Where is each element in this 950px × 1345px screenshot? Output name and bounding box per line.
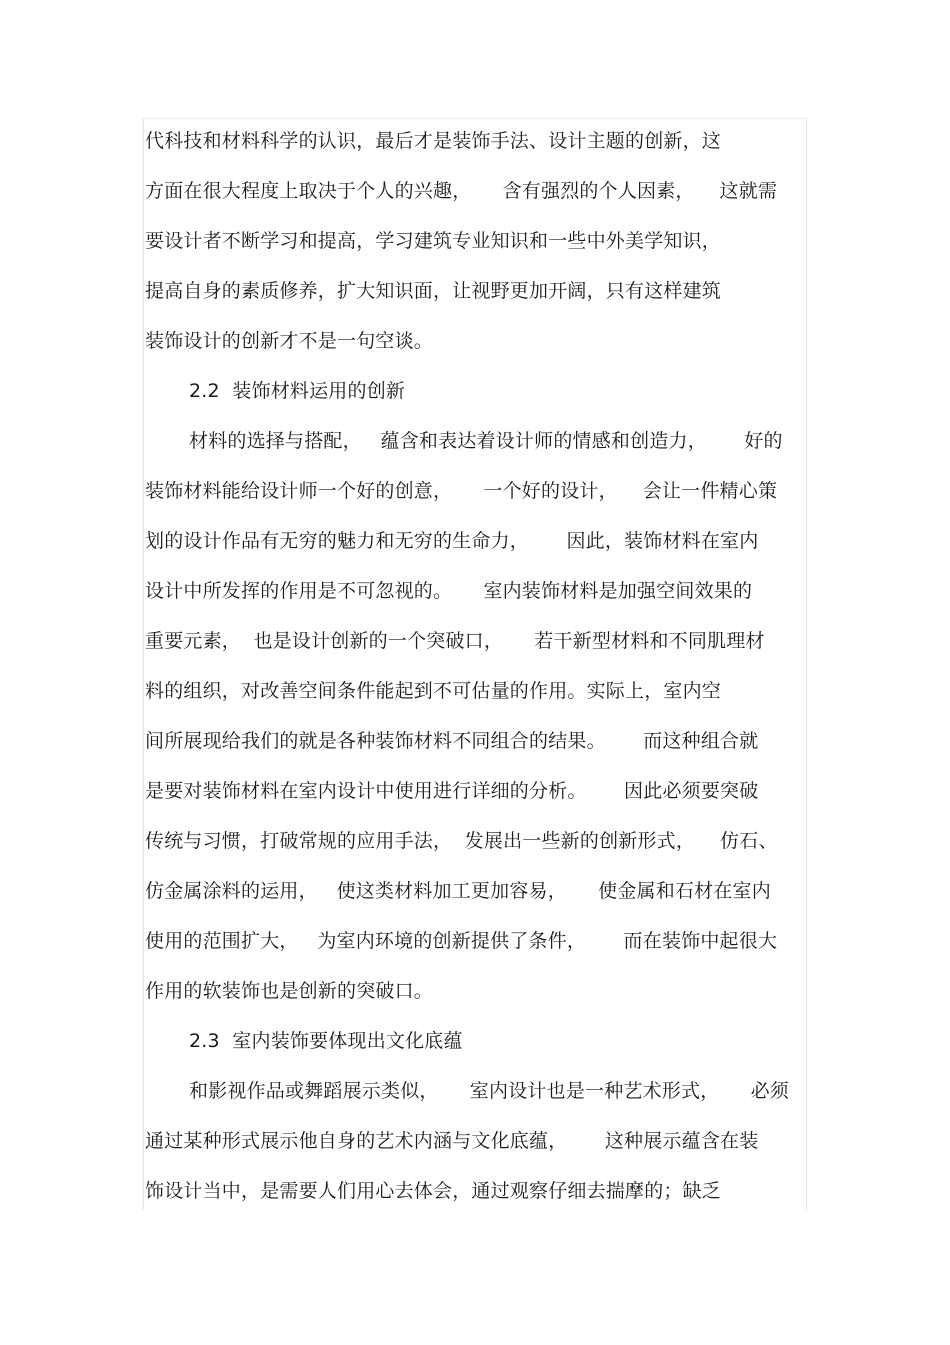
text-line: 要设计者不断学习和提高，学习建筑专业知识和一些中外美学知识，: [145, 230, 722, 252]
text-line: 通过某种形式展示他自身的艺术内涵与文化底蕴， 这种展示蕴含在装: [145, 1130, 759, 1152]
text-line: 仿金属涂料的运用， 使这类材料加工更加容易， 使金属和石材在室内: [145, 880, 771, 902]
text-line: 代科技和材料科学的认识，最后才是装饰手法、设计主题的创新，这: [145, 130, 722, 152]
section-heading-2-2: 2.2 装饰材料运用的创新: [189, 380, 406, 402]
document-body: [145, 119, 807, 1219]
paragraph-first-line: 和影视作品或舞蹈展示类似， 室内设计也是一种艺术形式， 必须: [189, 1080, 789, 1102]
text-line: 划的设计作品有无穷的魅力和无穷的生命力， 因此，装饰材料在室内: [145, 530, 759, 552]
text-line: 是要对装饰材料在室内设计中使用进行详细的分析。 因此必须要突破: [145, 780, 759, 802]
paragraph-first-line: 材料的选择与搭配， 蕴含和表达着设计师的情感和创造力， 好的: [189, 430, 783, 452]
text-line: 作用的软装饰也是创新的突破口。: [145, 980, 434, 1002]
text-line: 装饰设计的创新才不是一句空谈。: [145, 330, 434, 352]
text-line: 料的组织，对改善空间条件能起到不可估量的作用。实际上，室内空: [145, 680, 722, 702]
text-line: 传统与习惯，打破常规的应用手法， 发展出一些新的创新形式， 仿石、: [145, 830, 778, 852]
text-line: 间所展现给我们的就是各种装饰材料不同组合的结果。 而这种组合就: [145, 730, 759, 752]
text-line: 使用的范围扩大， 为室内环境的创新提供了条件， 而在装饰中起很大: [145, 930, 778, 952]
text-line: 饰设计当中，是需要人们用心去体会，通过观察仔细去揣摩的；缺乏: [145, 1180, 722, 1202]
text-line: 设计中所发挥的作用是不可忽视的。 室内装饰材料是加强空间效果的: [145, 580, 753, 602]
text-line: 提高自身的素质修养，扩大知识面，让视野更加开阔，只有这样建筑: [145, 280, 722, 302]
text-line: 装饰材料能给设计师一个好的创意， 一个好的设计， 会让一件精心策: [145, 480, 778, 502]
text-line: 方面在很大程度上取决于个人的兴趣， 含有强烈的个人因素， 这就需: [145, 180, 778, 202]
section-heading-2-3: 2.3 室内装饰要体现出文化底蕴: [189, 1030, 463, 1052]
text-line: 重要元素， 也是设计创新的一个突破口， 若干新型材料和不同肌理材: [145, 630, 765, 652]
